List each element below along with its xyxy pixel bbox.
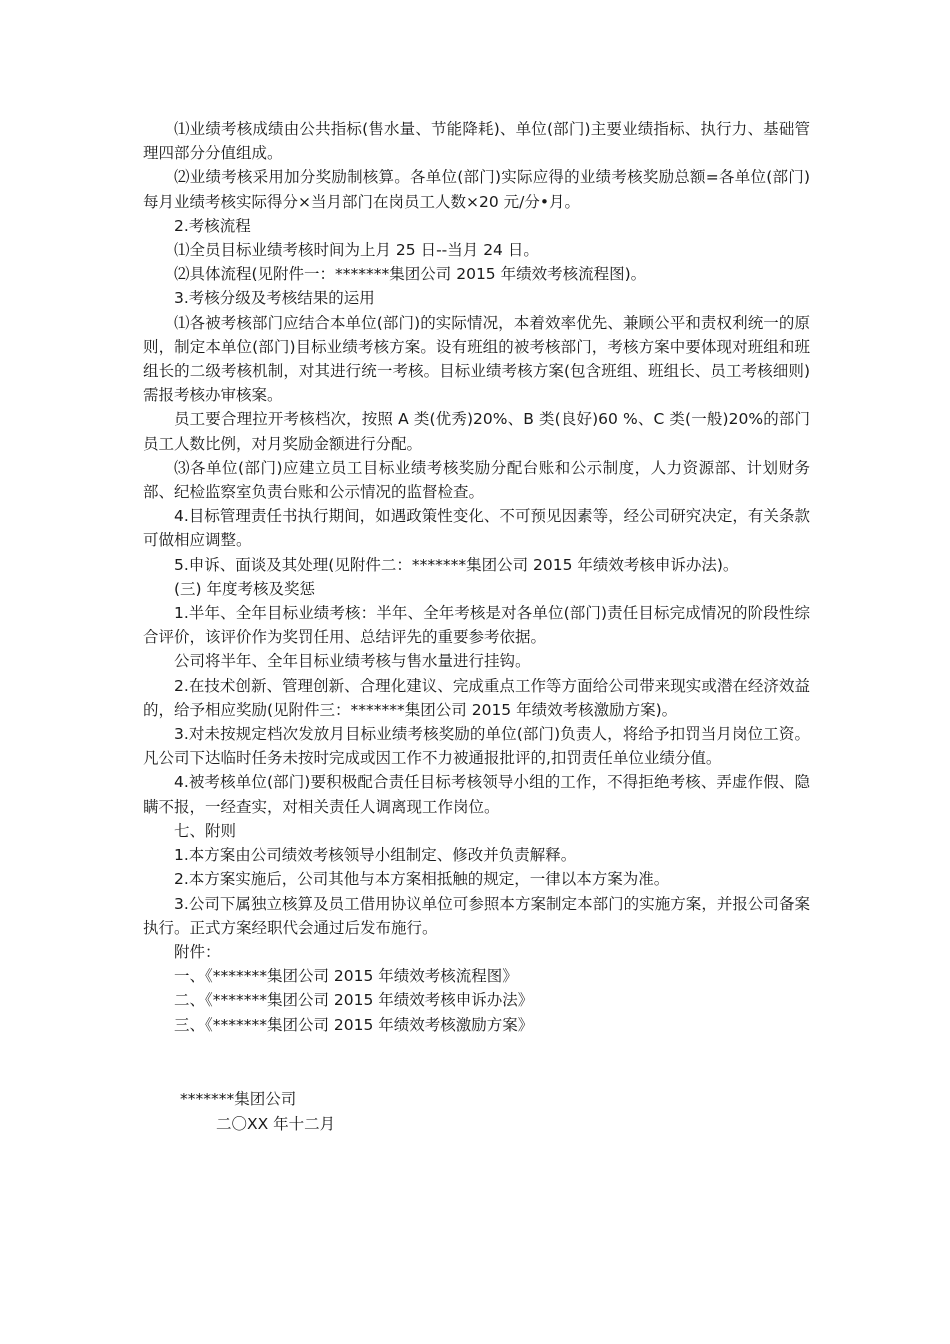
paragraph: ⑶各单位(部门)应建立员工目标业绩考核奖励分配台账和公示制度，人力资源部、计划财务部、纪检监察室负责台账和公示情况的监督检查。 <box>143 458 810 502</box>
paragraph: 3.公司下属独立核算及员工借用协议单位可参照本方案制定本部门的实施方案，并报公司备案执行。正式方案经职代会通过后发布施行。 <box>143 894 810 937</box>
paragraph: 2.在技术创新、管理创新、合理化建议、完成重点工作等方面给公司带来现实或潜在经济效益的，给予相应奖励(见附件三：*******集团公司 2015 年绩效考核激励方案)。 <box>143 676 810 719</box>
paragraph: 1.本方案由公司绩效考核领导小组制定、修改并负责解释。 <box>174 846 577 865</box>
paragraph: ⑴各被考核部门应结合本单位(部门)的实际情况，本着效率优先、兼顾公平和责权利统一的原则，制定本单位(部门)目标业绩考核方案。设有班组的被考核部门，考核方案中要体现对班组和班组长的二级考核机制，对其进行统一考核。目标业绩考核方案(包含班组、班组长、员工考核细则)需报考核办审核案。 <box>143 313 810 405</box>
paragraph: 员工要合理拉开考核档次，按照 A 类(优秀)20%、B 类(良好)60 %、C 类(一般)20%的部门员工人数比例，对月奖励金额进行分配。 <box>143 410 810 453</box>
paragraph: 公司将半年、全年目标业绩考核与售水量进行挂钩。 <box>174 652 531 671</box>
paragraph: 2.本方案实施后，公司其他与本方案相抵触的规定，一律以本方案为准。 <box>174 870 670 889</box>
attachment-item: 三、《*******集团公司 2015 年绩效考核激励方案》 <box>174 1015 534 1034</box>
signature-date: 二〇XX 年十二月 <box>216 1115 336 1133</box>
paragraph: ⑴全员目标业绩考核时间为上月 25 日--当月 24 日。 <box>174 241 539 260</box>
attachment-item: 一、《*******集团公司 2015 年绩效考核流程图》 <box>174 967 518 986</box>
section-heading: 2.考核流程 <box>174 216 251 235</box>
paragraph: 3.对未按规定档次发放月目标业绩考核奖励的单位(部门)负责人，将给予扣罚当月岗位工资。凡公司下达临时任务未按时完成或因工作不力被通报批评的,扣罚责任单位业绩分值。 <box>143 725 810 768</box>
paragraph: ⑵具体流程(见附件一：*******集团公司 2015 年绩效考核流程图)。 <box>174 265 647 284</box>
paragraph: 4.被考核单位(部门)要积极配合责任目标考核领导小组的工作，不得拒绝考核、弄虚作假、隐瞒不报，一经查实，对相关责任人调离现工作岗位。 <box>143 773 810 816</box>
paragraph: 5.申诉、面谈及其处理(见附件二：*******集团公司 2015 年绩效考核申诉办法)。 <box>174 555 739 574</box>
paragraph: 1.半年、全年目标业绩考核：半年、全年考核是对各单位(部门)责任目标完成情况的阶段性综合评价，该评价作为奖罚任用、总结评先的重要参考依据。 <box>143 604 810 647</box>
section-heading: 3.考核分级及考核结果的运用 <box>174 289 375 308</box>
section-heading: 七、附则 <box>174 821 237 840</box>
section-heading: (三) 年度考核及奖惩 <box>174 579 316 598</box>
document-body <box>143 117 810 1037</box>
paragraph: 4.目标管理责任书执行期间，如遇政策性变化、不可预见因素等，经公司研究决定，有关条款可做相应调整。 <box>143 507 810 550</box>
paragraph: ⑴业绩考核成绩由公共指标(售水量、节能降耗)、单位(部门)主要业绩指标、执行力、基础管理四部分分值组成。 <box>143 120 810 163</box>
attachment-item: 二、《*******集团公司 2015 年绩效考核申诉办法》 <box>174 991 534 1010</box>
paragraph: ⑵业绩考核采用加分奖励制核算。各单位(部门)实际应得的业绩考核奖励总额=各单位(部门)每月业绩考核实际得分×当月部门在岗员工人数×20 元/分•月。 <box>143 168 810 211</box>
attachments-heading: 附件： <box>174 942 221 961</box>
signature-company: *******集团公司 <box>180 1090 297 1108</box>
